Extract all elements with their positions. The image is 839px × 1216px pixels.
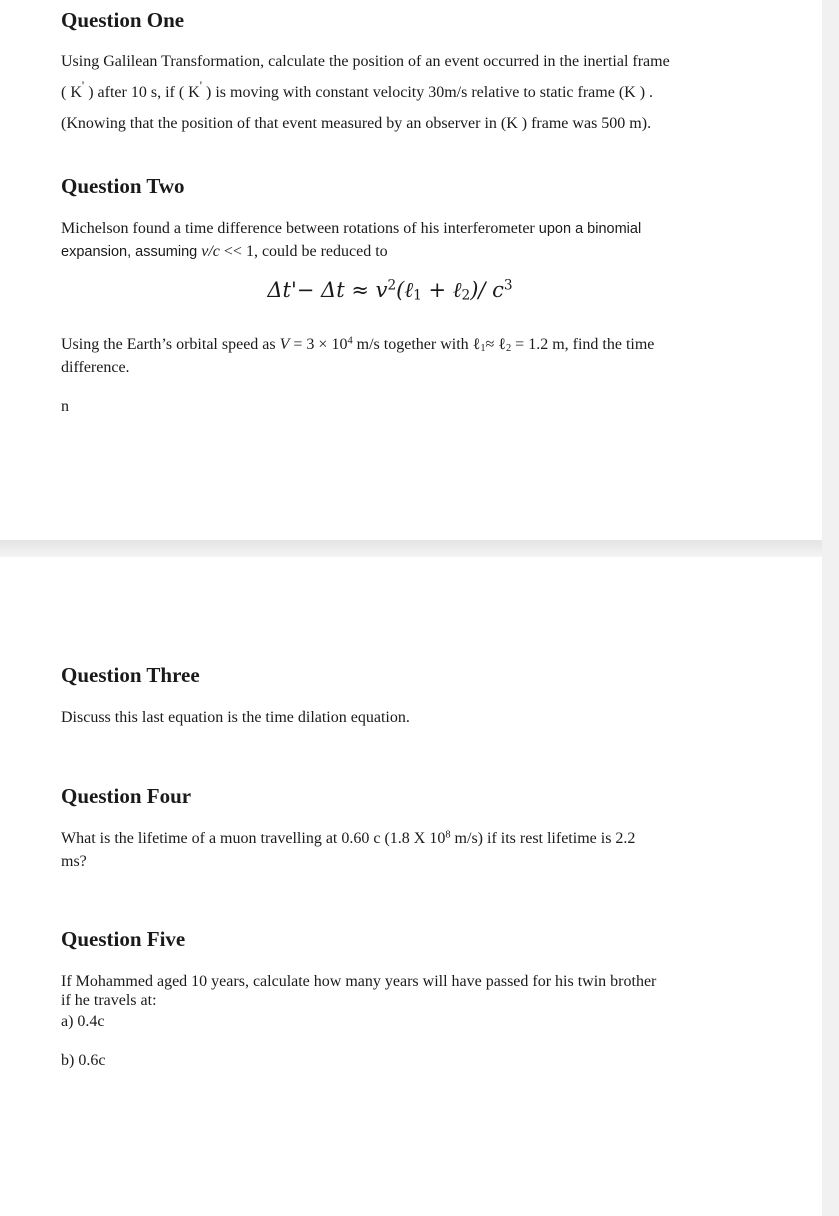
q2-l1b: upon a binomial (534, 221, 642, 237)
question-two-title: Question Two (61, 174, 185, 198)
k-prime-2: ' (199, 78, 203, 93)
q1-l2c: ) is moving with constant velocity 30m/s relative to static frame (K ) . (202, 84, 654, 101)
eq-a: Δt'− Δt ≈ v (267, 278, 388, 302)
q2-l2a: expansion, assuming (61, 244, 198, 260)
question-two-line-2 (61, 242, 388, 261)
eq-sub1: 1 (413, 287, 422, 304)
q1-l2a: ( K (61, 84, 82, 101)
question-four-line-1 (61, 829, 635, 848)
option-b: b) 0.6c (61, 1052, 106, 1069)
eq-d: )/ c (470, 278, 504, 302)
option-a: a) 0.4c (61, 1013, 105, 1030)
eq-b: (ℓ (396, 278, 414, 302)
k-prime-1: ' (81, 78, 85, 93)
q2-l3a: Using the Earth’s orbital speed as (61, 336, 276, 353)
q4-l1sup: 8 (445, 829, 451, 841)
q1-l2b: ) after 10 s, if ( K (84, 84, 200, 101)
question-two-line-4: difference. (61, 359, 130, 376)
question-five-title: Question Five (61, 927, 186, 951)
question-five-line-1: If Mohammed aged 10 years, calculate how many years will have passed for his twin brother (61, 973, 657, 990)
q2-l1a: Michelson found a time difference between rotations of his interferometer (61, 220, 535, 237)
eq-c: + ℓ (421, 278, 462, 302)
q4-l1b: m/s) if its rest lifetime is 2.2 (450, 830, 636, 847)
question-two-line-3 (61, 335, 654, 354)
question-four-title: Question Four (61, 784, 192, 808)
page-2 (0, 557, 822, 1216)
question-one-line-1: Using Galilean Transformation, calculate the position of an event occurred in the inertial frame (61, 53, 670, 70)
eq-sub2: 2 (461, 287, 471, 304)
eq-sup2: 3 (503, 277, 513, 294)
q2-l3b: V (275, 336, 290, 353)
page-1 (0, 0, 822, 540)
q2-l2c: << 1, could be reduced to (219, 243, 388, 260)
q2-l3sup: 4 (347, 335, 353, 347)
q2-l3sub1: 1 (480, 343, 486, 355)
question-four-line-2: ms? (61, 853, 87, 870)
question-one-title: Question One (61, 8, 185, 32)
eq-sup1: 2 (387, 277, 397, 294)
q2-l3e: ≈ ℓ (485, 336, 506, 353)
michelson-equation (0, 278, 780, 303)
q2-l3sub2: 2 (505, 343, 512, 355)
question-one-line-2 (61, 78, 654, 102)
stray-character: n (61, 398, 69, 415)
q2-l3d: m/s together with ℓ (352, 336, 481, 353)
page-edge (822, 0, 839, 1216)
question-three-line-1: Discuss this last equation is the time dilation equation. (61, 709, 410, 726)
question-five-line-2: if he travels at: (61, 992, 157, 1009)
question-three-title: Question Three (61, 663, 200, 687)
q4-l1a: What is the lifetime of a muon travelling at 0.60 c (1.8 X 10 (61, 830, 446, 847)
question-two-line-1 (61, 219, 641, 238)
page-gap (0, 540, 839, 557)
q2-l3c: = 3 × 10 (289, 336, 348, 353)
question-one-line-3: (Knowing that the position of that event measured by an observer in (K ) frame was 500 m). (61, 115, 652, 132)
q2-l3f: = 1.2 m, find the time (511, 336, 655, 353)
q2-l2b: v/c (197, 243, 220, 260)
